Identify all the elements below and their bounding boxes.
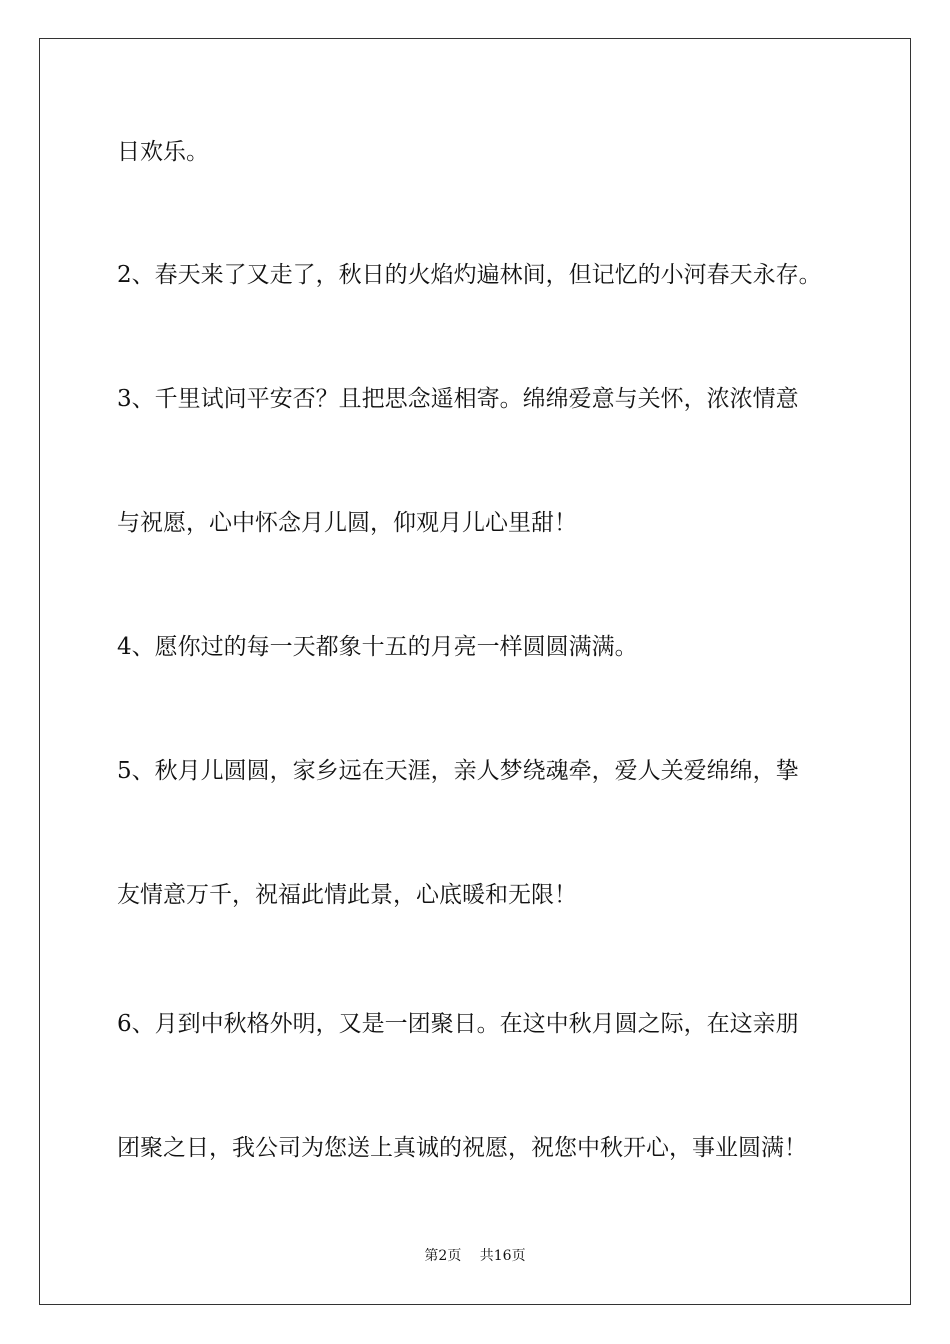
- page-number-footer: 第2页 共16页: [424, 1248, 526, 1264]
- text-line-6: 5、秋月儿圆圆，家乡远在天涯，亲人梦绕魂牵，爱人关爱绵绵，挚: [117, 758, 799, 784]
- text-line-5: 4、愿你过的每一天都象十五的月亮一样圆圆满满。: [117, 634, 638, 660]
- text-line-1: 日欢乐。: [117, 139, 209, 165]
- text-line-7: 友情意万千，祝福此情此景，心底暖和无限！: [117, 882, 577, 908]
- text-line-2: 2、春天来了又走了，秋日的火焰灼遍林间，但记忆的小河春天永存。: [117, 262, 822, 288]
- text-line-4: 与祝愿，心中怀念月儿圆，仰观月儿心里甜！: [117, 510, 577, 536]
- text-line-3: 3、千里试问平安否？且把思念遥相寄。绵绵爱意与关怀，浓浓情意: [117, 386, 799, 412]
- page-border: [39, 38, 911, 1305]
- text-line-9: 团聚之日，我公司为您送上真诚的祝愿，祝您中秋开心，事业圆满！: [117, 1135, 807, 1161]
- text-line-8: 6、月到中秋格外明，又是一团聚日。在这中秋月圆之际，在这亲朋: [117, 1011, 799, 1037]
